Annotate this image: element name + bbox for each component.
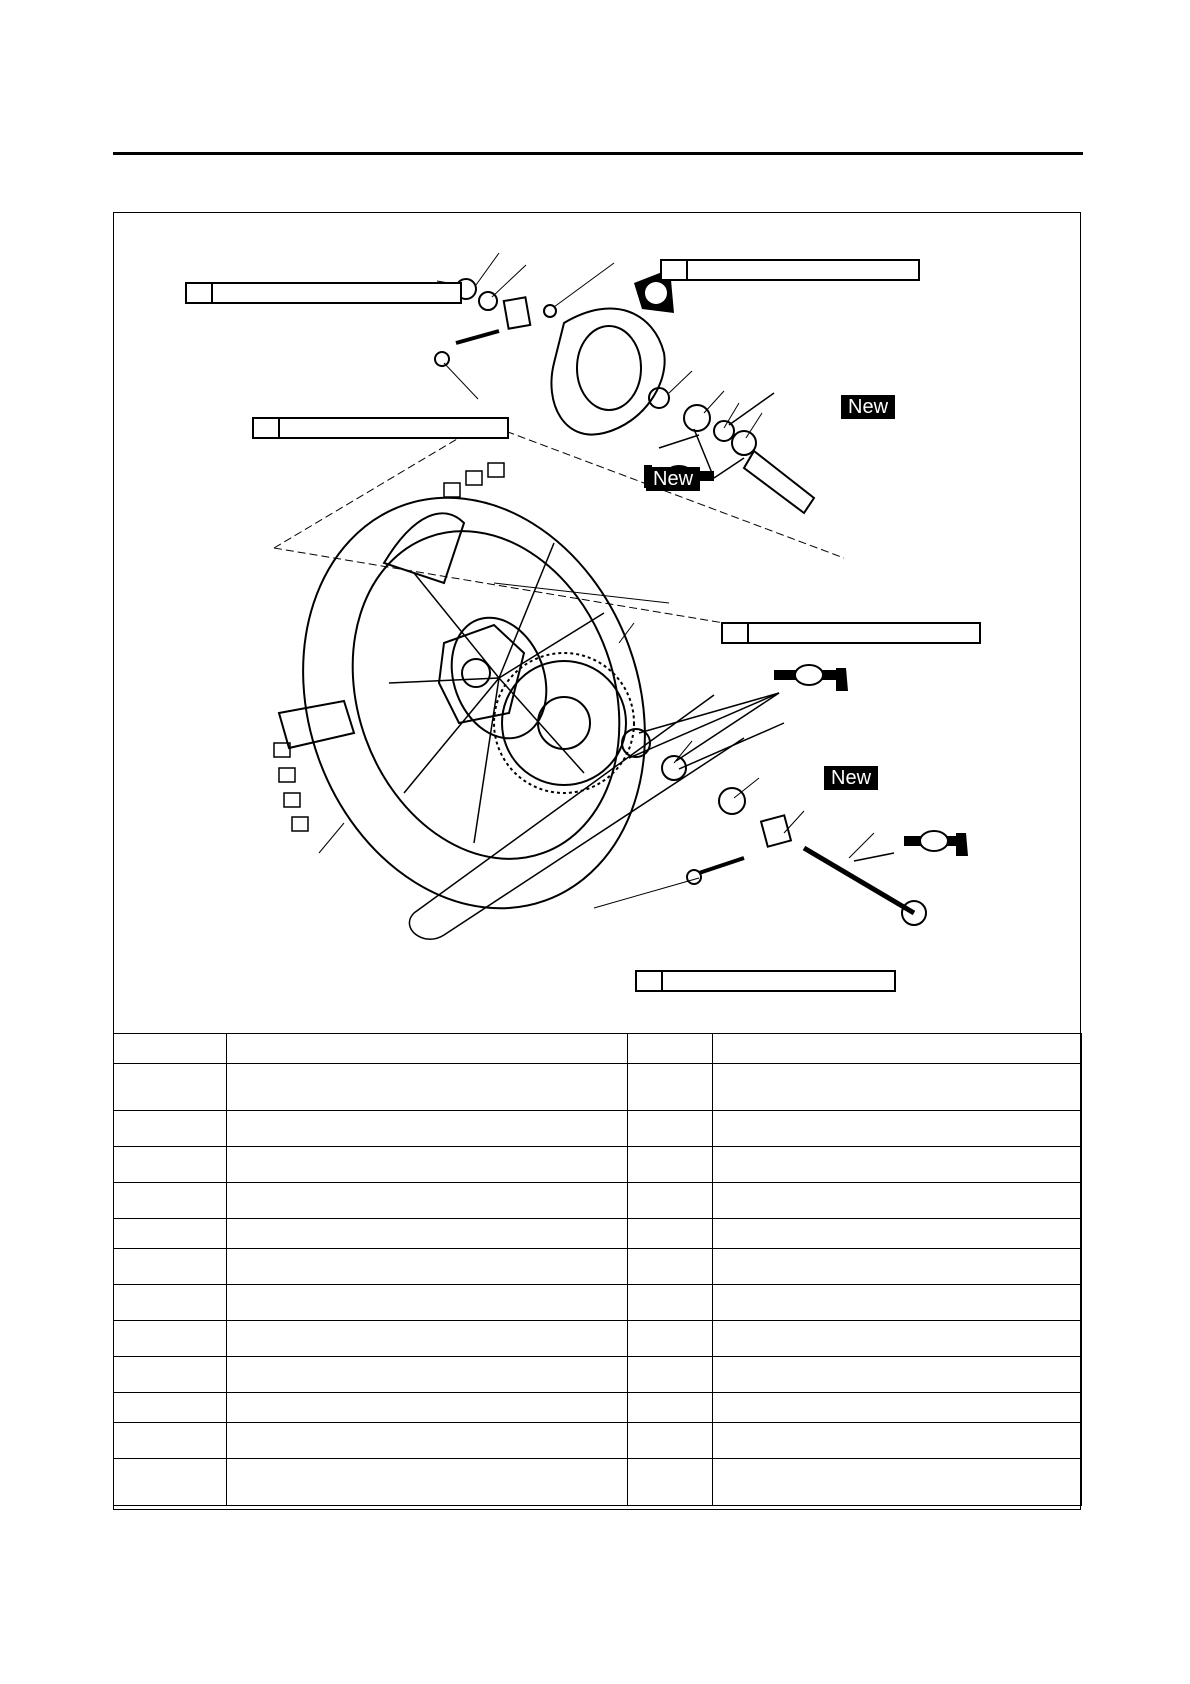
- torque-wrench-icon: [723, 624, 749, 642]
- table-cell-remarks: [713, 1183, 1082, 1219]
- table-cell-name: [227, 1219, 628, 1249]
- table-cell-remarks: [713, 1285, 1082, 1321]
- table-cell-qty: [628, 1459, 713, 1506]
- torque-spec-box: [185, 282, 462, 304]
- table-cell-qty: [628, 1064, 713, 1111]
- brake-disc: [551, 309, 664, 435]
- table-row: [114, 1034, 1082, 1064]
- table-cell-remarks: [713, 1111, 1082, 1147]
- table-cell-no: [114, 1423, 227, 1459]
- tire: [247, 449, 701, 957]
- table-cell-remarks: [713, 1249, 1082, 1285]
- table-cell-qty: [628, 1393, 713, 1423]
- table-cell-qty: [628, 1147, 713, 1183]
- table-row: [114, 1183, 1082, 1219]
- table-cell-no: [114, 1111, 227, 1147]
- table-cell-qty: [628, 1321, 713, 1357]
- exploded-view-frame: [113, 212, 1081, 1510]
- table-cell-remarks: [713, 1423, 1082, 1459]
- table-cell-no: [114, 1357, 227, 1393]
- torque-spec-box: [635, 970, 896, 992]
- sprocket-teeth: [494, 653, 634, 793]
- torque-wrench-icon: [662, 261, 688, 279]
- table-row: [114, 1219, 1082, 1249]
- table-cell-qty: [628, 1183, 713, 1219]
- table-cell-name: [227, 1249, 628, 1285]
- tread: [274, 463, 504, 831]
- table-cell-qty: [628, 1285, 713, 1321]
- table-cell-remarks: [713, 1064, 1082, 1111]
- table-cell-remarks: [713, 1034, 1082, 1064]
- table-cell-no: [114, 1459, 227, 1506]
- torque-spec-box: [252, 417, 509, 439]
- torque-wrench-icon: [187, 284, 213, 302]
- table-cell-qty: [628, 1249, 713, 1285]
- table-cell-name: [227, 1285, 628, 1321]
- table-cell-name: [227, 1459, 628, 1506]
- table-cell-remarks: [713, 1357, 1082, 1393]
- table-cell-name: [227, 1423, 628, 1459]
- table-cell-no: [114, 1393, 227, 1423]
- table-cell-no: [114, 1147, 227, 1183]
- table-cell-name: [227, 1111, 628, 1147]
- table-cell-name: [227, 1064, 628, 1111]
- torque-wrench-icon: [254, 419, 280, 437]
- table-row: [114, 1357, 1082, 1393]
- table-cell-remarks: [713, 1321, 1082, 1357]
- bolt: [456, 331, 499, 343]
- torque-spec-box: [721, 622, 981, 644]
- wheel-axle: [804, 848, 914, 913]
- table-row: [114, 1423, 1082, 1459]
- table-cell-qty: [628, 1423, 713, 1459]
- new-part-badge: New: [824, 766, 878, 790]
- plate: [504, 297, 531, 328]
- table-cell-remarks: [713, 1459, 1082, 1506]
- table-cell-qty: [628, 1111, 713, 1147]
- table-cell-qty: [628, 1034, 713, 1064]
- grease-gun-icon: [774, 665, 848, 691]
- table-cell-no: [114, 1321, 227, 1357]
- header-rule: [113, 152, 1083, 155]
- table-cell-remarks: [713, 1219, 1082, 1249]
- table-row: [114, 1064, 1082, 1111]
- new-part-badge: New: [646, 467, 700, 491]
- table-cell-no: [114, 1285, 227, 1321]
- table-row: [114, 1321, 1082, 1357]
- table-row: [114, 1393, 1082, 1423]
- table-cell-no: [114, 1183, 227, 1219]
- grease-gun-icon: [904, 831, 968, 856]
- new-part-badge: New: [841, 395, 895, 419]
- table-cell-remarks: [713, 1147, 1082, 1183]
- table-cell-no: [114, 1219, 227, 1249]
- table-cell-name: [227, 1393, 628, 1423]
- torque-wrench-icon: [637, 972, 663, 990]
- table-row: [114, 1459, 1082, 1506]
- spacer: [744, 451, 814, 513]
- parts-table: [113, 1033, 1082, 1506]
- table-cell-no: [114, 1064, 227, 1111]
- table-cell-qty: [628, 1219, 713, 1249]
- table-cell-no: [114, 1249, 227, 1285]
- adjuster-bolt: [699, 858, 744, 873]
- table-row: [114, 1285, 1082, 1321]
- table-cell-name: [227, 1357, 628, 1393]
- torque-spec-box: [660, 259, 920, 281]
- rim-lock: [279, 701, 354, 748]
- table-row: [114, 1111, 1082, 1147]
- table-cell-remarks: [713, 1393, 1082, 1423]
- table-cell-no: [114, 1034, 227, 1064]
- bearing-3: [622, 729, 650, 757]
- table-row: [114, 1147, 1082, 1183]
- table-cell-name: [227, 1147, 628, 1183]
- bearing-2: [732, 431, 756, 455]
- table-cell-qty: [628, 1357, 713, 1393]
- table-cell-name: [227, 1034, 628, 1064]
- table-row: [114, 1249, 1082, 1285]
- table-cell-name: [227, 1321, 628, 1357]
- nut-small: [435, 352, 449, 366]
- sprocket: [502, 661, 626, 785]
- table-cell-name: [227, 1183, 628, 1219]
- bearing: [684, 405, 710, 431]
